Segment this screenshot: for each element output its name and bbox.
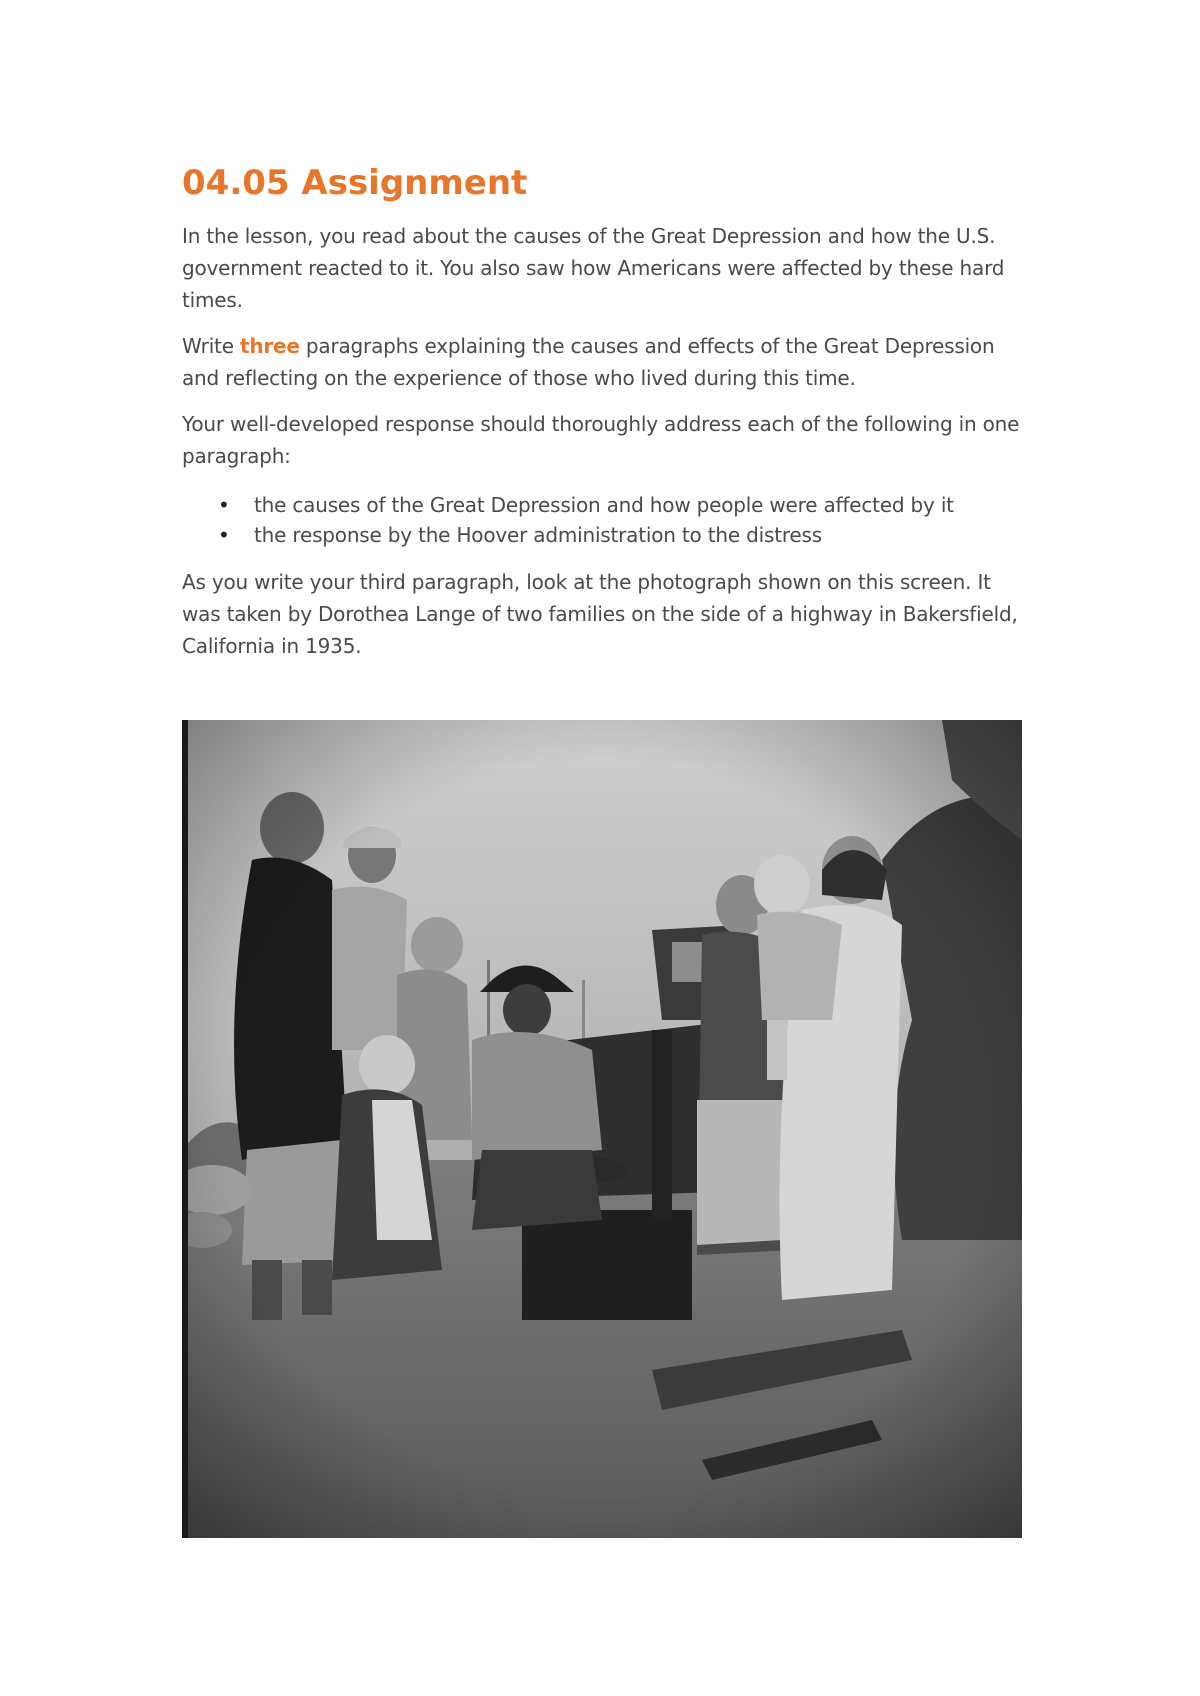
instructions-paragraph: [182, 330, 1022, 394]
intro-paragraph: In the lesson, you read about the causes of the Great Depression and how the U.S. government reacted to it. You also saw how Americans were affected by these hard times.: [182, 224, 1005, 312]
photograph-image: [182, 720, 1022, 1538]
list-item: [182, 490, 1022, 520]
list-item: [182, 520, 1022, 550]
assignment-document: [182, 160, 1022, 676]
bullet-icon: •: [218, 493, 230, 517]
requirements-paragraph: Your well-developed response should thoroughly address each of the following in one paragraph:: [182, 412, 1020, 468]
highlight-three: three: [239, 334, 300, 358]
bullet-icon: •: [218, 523, 230, 547]
list-item-text: the response by the Hoover administration to the distress: [254, 523, 822, 547]
list-item-text: the causes of the Great Depression and how people were affected by it: [254, 493, 954, 517]
instructions-text-end: paragraphs explaining the causes and effects of the Great Depression and reflecting on the experience of those who lived during this time.: [182, 334, 995, 390]
instructions-text-start: Write: [182, 334, 240, 358]
requirements-list: [182, 490, 1022, 550]
page-title: 04.05 Assignment: [182, 163, 528, 203]
photo-intro-paragraph: As you write your third paragraph, look at the photograph shown on this screen. It was taken by Dorothea Lange of two families on the side of a highway in Bakersfield, California in 1935.: [182, 570, 1018, 658]
dorothea-lange-photograph: [182, 720, 1022, 1538]
